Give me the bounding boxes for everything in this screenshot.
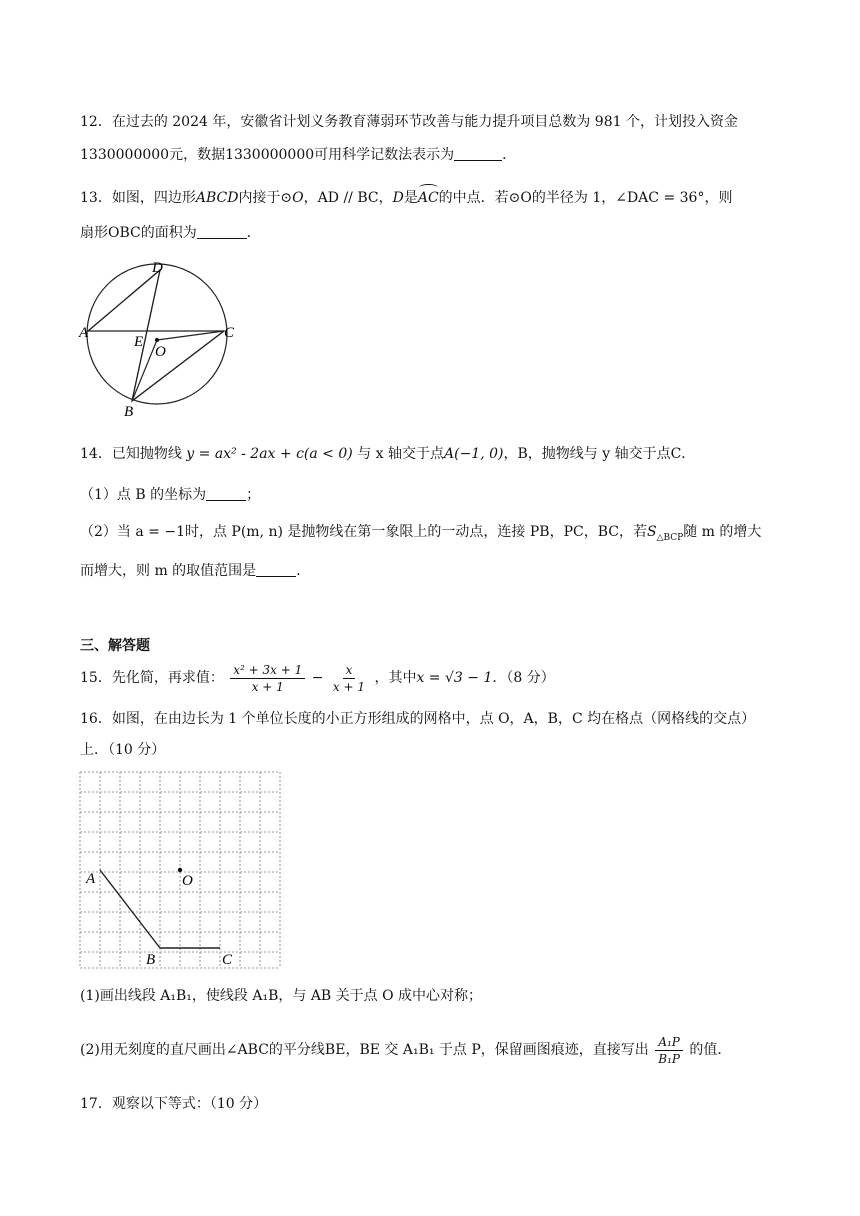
q14-part1: （1）点 B 的坐标为 ； (80, 487, 261, 503)
arc-ac: AC (418, 186, 439, 208)
grid-figure (76, 768, 286, 974)
label-b: B (124, 404, 134, 420)
label-o: O (155, 344, 166, 360)
center-point (155, 338, 159, 342)
q12-text: 1330000000元，数据1330000000可用科学记数法表示为 (80, 147, 455, 163)
segment-ab (100, 870, 160, 948)
answer-blank (206, 486, 246, 501)
q12-line1: 12．在过去的 2024 年，安徽省计划义务教育薄弱环节改善与能力提升项目总数为 981 个，计划投入资金 (80, 114, 738, 130)
q12-line2: 1330000000元，数据1330000000可用科学记数法表示为 ． (80, 147, 517, 163)
q16-line2: 上．（10 分） (80, 742, 166, 758)
answer-blank (197, 224, 247, 239)
point-o (178, 868, 182, 872)
q16-line1: 16．如图，在由边长为 1 个单位长度的小正方形组成的网格中，点 O，A，B，C 均在格点（网格线的交点） (80, 711, 756, 727)
label-o: O (182, 873, 193, 889)
q14-part2-line2: 而增大，则 m 的取值范围是 ． (80, 563, 311, 579)
label-c: C (224, 325, 235, 341)
label-e: E (134, 334, 144, 350)
label-c: C (222, 952, 233, 968)
fraction-2: $\frac{x}{x + 1}$ (332, 662, 365, 694)
label-b: B (146, 952, 156, 968)
q15: 15．先化简，再求值： $\frac{\text{x² + 3x + 1}}{x + 1}$ − $\frac{x}{x + 1}$ ，其中x = √3 − 1．（8 分） (80, 662, 555, 694)
parabola-equation: y = ax² - 2ax + c(a < 0) (186, 446, 353, 462)
q14-line1: 14．已知抛物线 y = ax² - 2ax + c(a < 0) 与 x 轴交于点A(−1, 0)，B，抛物线与 y 轴交于点C． (80, 446, 696, 462)
label-d: D (152, 260, 163, 276)
q13-line1: 13．如图，四边形ABCD内接于⊙O，AD // BC，D是AC的中点．若⊙O的半径为 1，∠DAC = 36°，则 (80, 186, 732, 208)
section-heading: 三、解答题 (80, 638, 150, 654)
label-a: A (79, 325, 89, 341)
q14-part2: （2）当 a = −1时，点 P(m, n) 是抛物线在第一象限上的一动点，连接 PB，PC，BC，若$S_{\triangle BCP}$随 m 的增大 (80, 524, 762, 543)
label-a: A (86, 871, 96, 887)
circle-figure (78, 258, 248, 420)
q16-part2: (2)用无刻度的直尺画出∠ABC的平分线BE，BE 交 A₁B₁ 于点 P，保留画图痕迹，直接写出 $\frac{\text{A₁P}}{\text{B₁P}}$ 的值. (80, 1034, 722, 1066)
ratio-fraction: $\frac{\text{A₁P}}{\text{B₁P}}$ (655, 1034, 683, 1067)
answer-blank (256, 562, 296, 577)
fraction-1: $\frac{\text{x² + 3x + 1}}{x + 1}$ (230, 662, 305, 695)
q17: 17．观察以下等式：（10 分） (80, 1096, 268, 1112)
q16-part1: (1)画出线段 A₁B₁，使线段 A₁B，与 AB 关于点 O 成中心对称； (80, 988, 483, 1004)
answer-blank (454, 146, 502, 161)
q13-line2: 扇形OBC的面积为 ． (80, 225, 261, 241)
